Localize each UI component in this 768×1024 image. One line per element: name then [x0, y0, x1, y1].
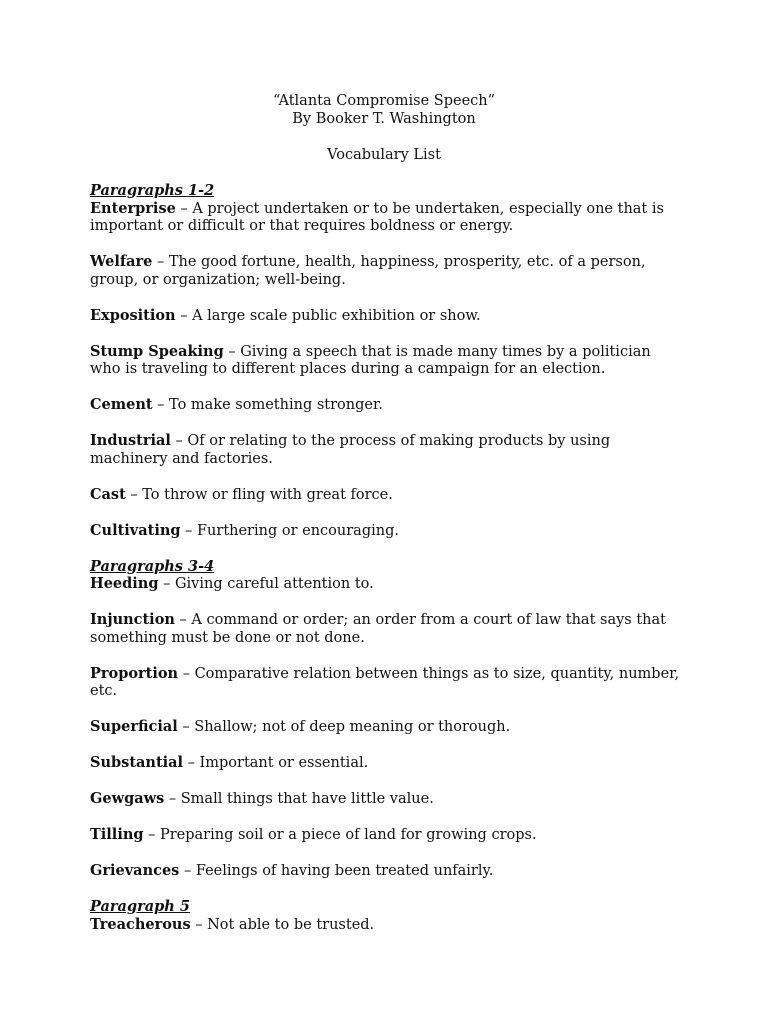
- vocabulary-entry: [90, 522, 680, 541]
- vocabulary-definition: The good fortune, health, happiness, prosperity, etc. of a person, group, or organization; well-being.: [90, 254, 646, 288]
- section-heading: Paragraph 5: [90, 898, 190, 915]
- vocabulary-definition: Comparative relation between things as to size, quantity, number, etc.: [90, 665, 680, 699]
- vocabulary-definition: A command or order; an order from a court of law that says that something must be done or not done.: [90, 612, 666, 646]
- term-separator: –: [174, 612, 192, 628]
- term-separator: –: [152, 254, 169, 270]
- term-separator: –: [183, 755, 200, 771]
- document-author: By Booker T. Washington: [292, 111, 476, 127]
- vocabulary-entry: [90, 754, 680, 773]
- vocabulary-definition: Shallow; not of deep meaning or thorough.: [194, 719, 511, 735]
- vocabulary-term: Cement: [90, 396, 153, 413]
- vocabulary-section: [90, 558, 680, 881]
- vocabulary-section: [90, 898, 680, 934]
- vocabulary-entry: [90, 432, 680, 468]
- vocabulary-definition: To throw or fling with great force.: [142, 486, 393, 503]
- vocabulary-term: Cast: [90, 485, 126, 503]
- vocabulary-definition: A large scale public exhibition or show.: [192, 307, 481, 324]
- vocabulary-list: [90, 182, 680, 952]
- section-heading: Paragraphs 3-4: [90, 557, 215, 575]
- term-separator: –: [164, 791, 181, 807]
- vocabulary-definition: To make something stronger.: [169, 397, 383, 413]
- vocabulary-entry: [90, 253, 680, 289]
- term-separator: –: [180, 522, 197, 539]
- vocabulary-term: Tilling: [90, 826, 144, 843]
- vocabulary-entry: [90, 665, 680, 701]
- term-separator: –: [170, 433, 188, 449]
- vocabulary-entry: [90, 200, 680, 236]
- term-separator: –: [125, 486, 143, 503]
- term-separator: –: [175, 307, 193, 324]
- vocabulary-entry: [90, 916, 680, 935]
- vocabulary-term: Stump Speaking: [90, 342, 224, 360]
- vocabulary-definition: Not able to be trusted.: [207, 916, 375, 933]
- vocabulary-term: Enterprise: [90, 199, 176, 217]
- vocabulary-entry: [90, 486, 680, 505]
- vocabulary-definition: Giving a speech that is made many times by a politician who is traveling to different places during a campaign for an election.: [90, 343, 651, 377]
- vocabulary-entry: [90, 343, 680, 379]
- vocabulary-entry: [90, 575, 680, 594]
- vocabulary-term: Industrial: [90, 432, 171, 449]
- term-separator: –: [190, 916, 208, 933]
- vocabulary-term: Superficial: [90, 718, 178, 735]
- vocabulary-term: Exposition: [90, 306, 176, 324]
- term-separator: –: [143, 827, 160, 843]
- vocabulary-term: Injunction: [90, 611, 175, 628]
- vocabulary-entry: [90, 718, 680, 737]
- vocabulary-definition: Furthering or encouraging.: [196, 522, 399, 539]
- document-subtitle: Vocabulary List: [327, 147, 441, 163]
- vocabulary-definition: Small things that have little value.: [180, 791, 434, 807]
- vocabulary-entry: [90, 307, 680, 326]
- vocabulary-term: Grievances: [90, 862, 180, 879]
- term-separator: –: [158, 576, 175, 592]
- term-separator: –: [175, 200, 193, 217]
- document-header: [0, 92, 768, 164]
- vocabulary-term: Substantial: [90, 754, 184, 771]
- vocabulary-term: Proportion: [90, 664, 179, 682]
- document-title: “Atlanta Compromise Speech”: [272, 93, 496, 109]
- vocabulary-entry: [90, 826, 680, 845]
- term-separator: –: [178, 665, 195, 682]
- section-heading: Paragraphs 1-2: [90, 182, 215, 199]
- vocabulary-definition: Giving careful attention to.: [174, 576, 374, 592]
- vocabulary-definition: Feelings of having been treated unfairly.: [195, 863, 494, 879]
- term-separator: –: [223, 343, 241, 360]
- vocabulary-definition: Important or essential.: [199, 755, 369, 771]
- vocabulary-entry: [90, 396, 680, 415]
- vocabulary-definition: Of or relating to the process of making products by using machinery and factories.: [90, 433, 611, 467]
- vocabulary-term: Welfare: [90, 253, 153, 270]
- vocabulary-entry: [90, 611, 680, 647]
- vocabulary-term: Gewgaws: [90, 790, 165, 807]
- term-separator: –: [177, 719, 195, 735]
- vocabulary-entry: [90, 790, 680, 809]
- vocabulary-entry: [90, 862, 680, 881]
- vocabulary-term: Cultivating: [90, 521, 181, 539]
- vocabulary-term: Treacherous: [90, 915, 191, 933]
- term-separator: –: [179, 863, 196, 879]
- vocabulary-section: [90, 182, 680, 540]
- term-separator: –: [152, 397, 170, 413]
- vocabulary-definition: Preparing soil or a piece of land for growing crops.: [159, 827, 537, 843]
- vocabulary-term: Heeding: [90, 575, 159, 592]
- vocabulary-definition: A project undertaken or to be undertaken, especially one that is important or difficult or that requires boldness or energy.: [90, 200, 664, 234]
